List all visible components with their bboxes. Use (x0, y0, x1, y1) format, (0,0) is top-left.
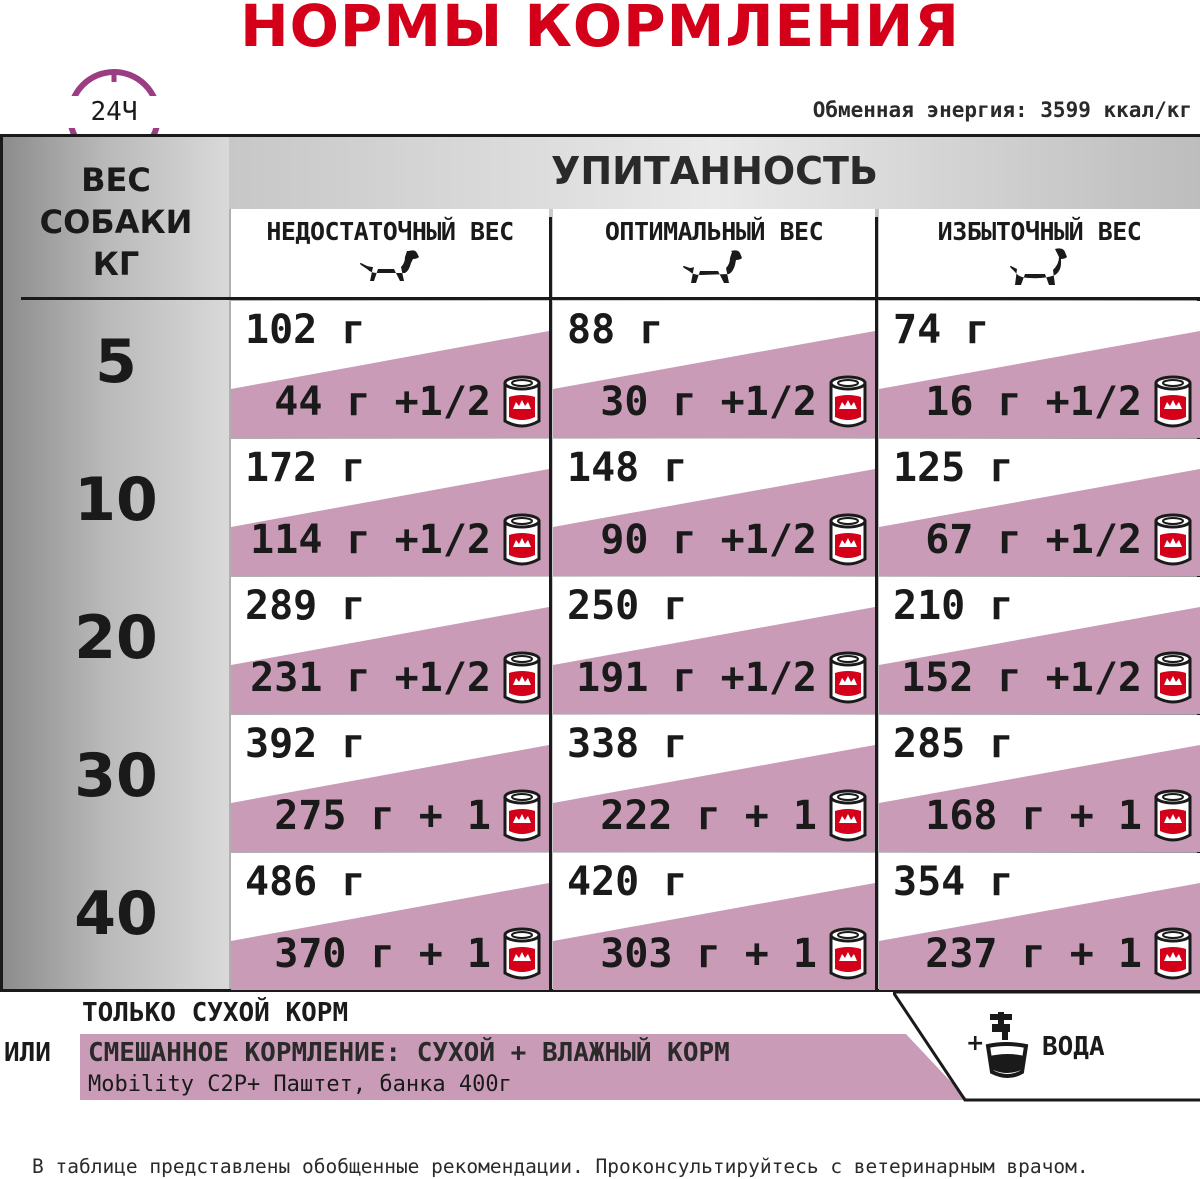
weight-value: 40 (74, 879, 158, 949)
mixed-food-amount: 303 г + 1 (600, 931, 817, 977)
wet-food-can-icon (1152, 373, 1194, 429)
wet-food-can-icon (501, 511, 543, 567)
feeding-cell (879, 715, 1200, 852)
mixed-food-amount: 168 г + 1 (925, 793, 1142, 839)
feeding-cell (553, 853, 875, 990)
legend-mixed-feeding: СМЕШАННОЕ КОРМЛЕНИЕ: СУХОЙ + ВЛАЖНЫЙ КОРМ (88, 1038, 730, 1068)
column-header-optimal (553, 209, 875, 297)
wet-food-can-icon (1152, 511, 1194, 567)
wet-food-can-icon (501, 373, 543, 429)
mixed-food-amount: 222 г + 1 (600, 793, 817, 839)
feeding-table (0, 134, 1200, 992)
mixed-food-amount: 191 г +1/2 (576, 655, 817, 701)
feeding-cell (879, 577, 1200, 714)
wet-food-can-icon (501, 787, 543, 843)
overweight-dog-icon (1007, 243, 1073, 297)
thin-dog-icon (357, 243, 423, 297)
dry-food-amount: 148 г (567, 445, 688, 491)
feeding-cell (231, 715, 549, 852)
mixed-food-amount: 275 г + 1 (274, 793, 491, 839)
column-divider (875, 217, 878, 992)
feeding-cell (879, 853, 1200, 990)
weight-header-line: КГ (92, 245, 140, 283)
legend-or: ИЛИ (4, 1038, 51, 1068)
dry-food-amount: 125 г (893, 445, 1014, 491)
wet-food-can-icon (1152, 925, 1194, 981)
column-label: НЕДОСТАТОЧНЫЙ ВЕС (266, 217, 514, 246)
dry-food-amount: 338 г (567, 721, 688, 767)
feeding-cell (231, 439, 549, 576)
dry-food-amount: 74 г (893, 307, 990, 353)
dry-food-amount: 486 г (245, 859, 366, 905)
weight-header-line: ВЕС (81, 161, 151, 199)
weight-header-line: СОБАКИ (39, 203, 193, 241)
mixed-food-amount: 16 г +1/2 (925, 379, 1142, 425)
mixed-food-amount: 237 г + 1 (925, 931, 1142, 977)
optimal-dog-icon (681, 243, 747, 297)
mixed-food-amount: 114 г +1/2 (250, 517, 491, 563)
column-header-overweight (879, 209, 1200, 297)
dry-food-amount: 392 г (245, 721, 366, 767)
water-label: ВОДА (1042, 1032, 1105, 1062)
energy-info: Обменная энергия: 3599 ккал/кг (812, 98, 1192, 122)
mixed-food-amount: 44 г +1/2 (274, 379, 491, 425)
dry-food-amount: 88 г (567, 307, 664, 353)
header-divider (21, 297, 1200, 300)
clock-label: 24Ч (66, 96, 162, 128)
wet-food-can-icon (501, 925, 543, 981)
legend-dry-only: ТОЛЬКО СУХОЙ КОРМ (82, 998, 349, 1028)
feeding-cell (231, 301, 549, 438)
column-header-underweight (231, 209, 549, 297)
wet-food-can-icon (827, 787, 869, 843)
column-label: ИЗБЫТОЧНЫЙ ВЕС (937, 217, 1142, 246)
legend-product: Mobility C2P+ Паштет, банка 400г (88, 1072, 512, 1097)
weight-header (3, 159, 229, 285)
feeding-cell (553, 577, 875, 714)
dry-food-amount: 250 г (567, 583, 688, 629)
mixed-food-amount: 90 г +1/2 (600, 517, 817, 563)
dry-food-amount: 420 г (567, 859, 688, 905)
mixed-food-amount: 231 г +1/2 (250, 655, 491, 701)
wet-food-can-icon (827, 373, 869, 429)
dry-food-amount: 354 г (893, 859, 1014, 905)
wet-food-can-icon (827, 925, 869, 981)
dry-food-amount: 289 г (245, 583, 366, 629)
weight-value: 5 (95, 327, 137, 397)
wet-food-can-icon (1152, 787, 1194, 843)
weight-value: 20 (74, 603, 158, 673)
feeding-cell (231, 853, 549, 990)
feeding-cell (879, 439, 1200, 576)
water-plus-sign: + (966, 1031, 985, 1056)
column-label: ОПТИМАЛЬНЫЙ ВЕС (604, 217, 824, 246)
footnote: В таблице представлены обобщенные рекомендации. Проконсультируйтесь с ветеринарным врачом. (32, 1155, 1089, 1178)
wet-food-can-icon (501, 649, 543, 705)
weight-value: 30 (74, 741, 158, 811)
column-divider (549, 217, 552, 992)
dry-food-amount: 172 г (245, 445, 366, 491)
wet-food-can-icon (827, 511, 869, 567)
feeding-cell (553, 301, 875, 438)
feeding-cell (553, 715, 875, 852)
page-title: НОРМЫ КОРМЛЕНИЯ (240, 0, 960, 60)
feeding-cell (231, 577, 549, 714)
mixed-food-amount: 67 г +1/2 (925, 517, 1142, 563)
weight-value: 10 (74, 465, 158, 535)
mixed-food-amount: 152 г +1/2 (901, 655, 1142, 701)
feeding-cell (879, 301, 1200, 438)
dry-food-amount: 210 г (893, 583, 1014, 629)
wet-food-can-icon (1152, 649, 1194, 705)
mixed-food-amount: 370 г + 1 (274, 931, 491, 977)
dry-food-amount: 102 г (245, 307, 366, 353)
dry-food-amount: 285 г (893, 721, 1014, 767)
wet-food-can-icon (827, 649, 869, 705)
feeding-cell (553, 439, 875, 576)
water-tap-icon (964, 1010, 1030, 1080)
mixed-food-amount: 30 г +1/2 (600, 379, 817, 425)
nutrition-header: УПИТАННОСТЬ (551, 149, 878, 193)
